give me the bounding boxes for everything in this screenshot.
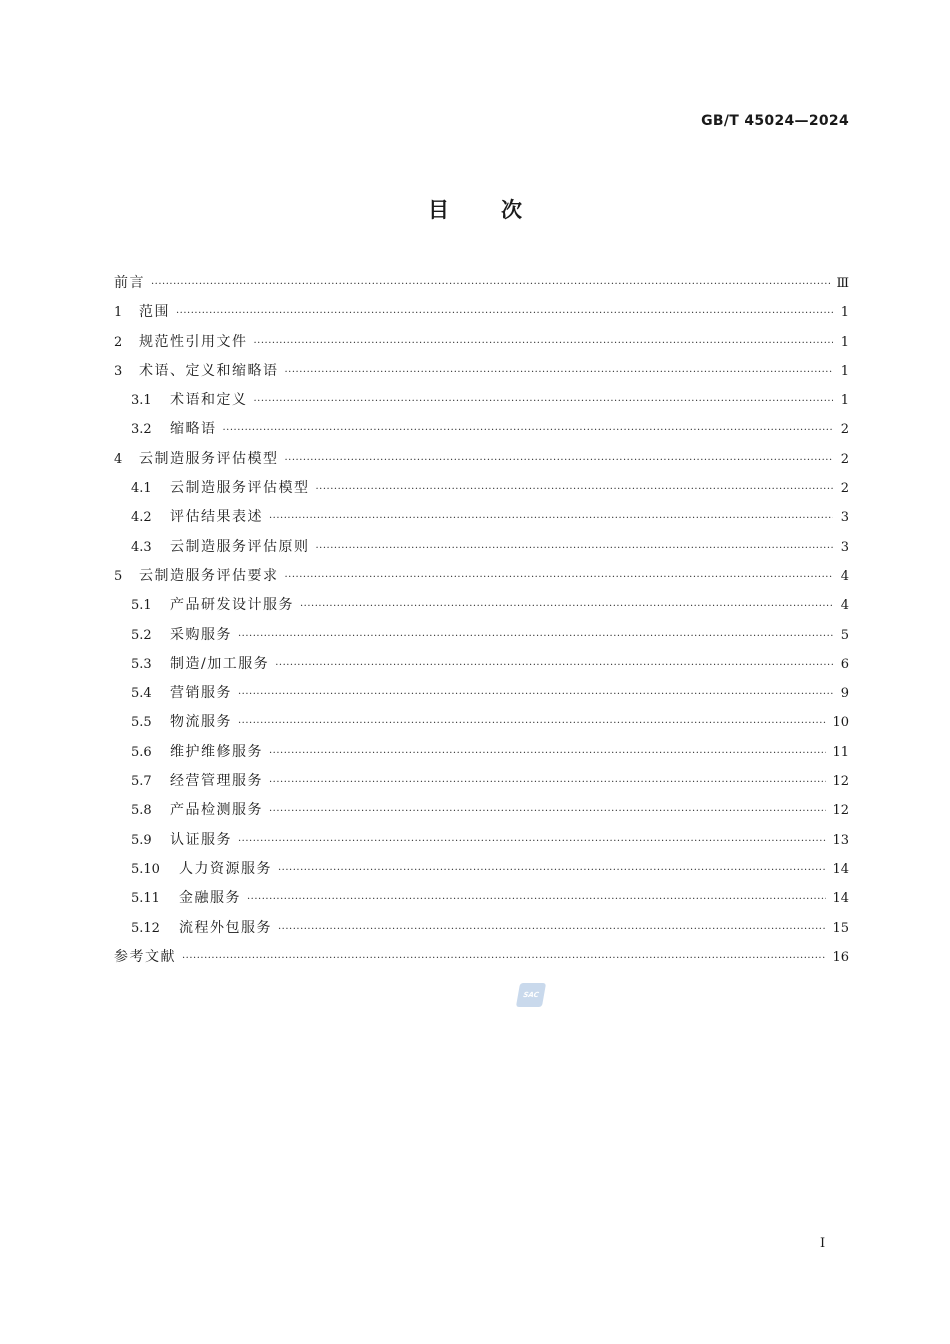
toc-dot-leader: [300, 592, 833, 621]
toc-entry-page: 4: [840, 568, 849, 584]
toc-entry-number: 4.2: [131, 510, 152, 526]
toc-entry[interactable]: [114, 708, 849, 737]
toc-entry-number: 5.2: [131, 627, 152, 643]
toc-dot-leader: [238, 622, 833, 651]
toc-entry-label: 采购服务: [170, 626, 232, 643]
toc-dot-leader: [269, 768, 826, 797]
toc-entry[interactable]: [114, 914, 849, 943]
toc-entry-page: 15: [832, 920, 849, 936]
toc-dot-leader: [151, 270, 830, 299]
toc-entry[interactable]: [114, 445, 849, 474]
toc-entry-label: 物流服务: [170, 714, 232, 731]
toc-entry-page: 1: [840, 363, 849, 379]
standard-code: GB/T 45024—2024: [701, 113, 849, 129]
toc-entry[interactable]: [114, 943, 849, 972]
toc-entry-page: 13: [832, 832, 849, 848]
toc-dot-leader: [316, 534, 834, 563]
toc-entry[interactable]: [114, 855, 849, 884]
toc-entry-label: 人力资源服务: [179, 860, 272, 877]
toc-entry-number: 5.11: [131, 891, 160, 907]
toc-dot-leader: [254, 329, 834, 358]
toc-dot-leader: [238, 680, 833, 709]
toc-entry[interactable]: [114, 562, 849, 591]
toc-entry-page: 6: [840, 656, 849, 672]
toc-entry-number: 5.10: [131, 861, 160, 877]
toc-entry[interactable]: [114, 591, 849, 620]
toc-entry[interactable]: [114, 650, 849, 679]
toc-entry-label: 认证服务: [170, 831, 232, 848]
toc-entry-page: 14: [832, 861, 849, 877]
toc-dot-leader: [182, 944, 826, 973]
toc-entry-number: 5.5: [131, 715, 152, 731]
toc-entry-label: 营销服务: [170, 685, 232, 702]
toc-dot-leader: [278, 856, 826, 885]
toc-entry-page: 4: [840, 598, 849, 614]
toc-entry-number: 5.7: [131, 774, 152, 790]
toc-entry-page: 2: [840, 451, 849, 467]
toc-entry-number: 3: [114, 363, 123, 379]
toc-entry-page: 1: [840, 334, 849, 350]
toc-entry-page: 3: [840, 539, 849, 555]
toc-entry[interactable]: [114, 269, 849, 298]
toc-dot-leader: [285, 563, 834, 592]
page-number: I: [820, 1236, 826, 1251]
toc-entry-page: Ⅲ: [836, 276, 849, 291]
toc-entry-label: 流程外包服务: [179, 919, 272, 936]
toc-entry-number: 5.3: [131, 656, 152, 672]
toc-dot-leader: [278, 915, 826, 944]
toc-entry-label: 制造/加工服务: [170, 655, 270, 672]
toc-entry-page: 5: [840, 627, 849, 643]
toc-entry[interactable]: [114, 298, 849, 327]
toc-entry-number: 5.9: [131, 832, 152, 848]
toc-entry-label: 产品检测服务: [170, 802, 263, 819]
toc-dot-leader: [254, 387, 834, 416]
toc-entry[interactable]: [114, 621, 849, 650]
toc-entry-number: 5.6: [131, 744, 152, 760]
toc-entry-number: 4.3: [131, 539, 152, 555]
toc-entry[interactable]: [114, 474, 849, 503]
toc-dot-leader: [247, 885, 826, 914]
toc-dot-leader: [316, 475, 834, 504]
toc-entry-label: 金融服务: [179, 890, 241, 907]
toc-entry-label: 维护维修服务: [170, 743, 263, 760]
toc-entry[interactable]: [114, 884, 849, 913]
toc-dot-leader: [275, 651, 833, 680]
toc-entry-number: 4: [114, 451, 123, 467]
toc-entry[interactable]: [114, 767, 849, 796]
toc-entry-label: 云制造服务评估模型: [170, 480, 310, 497]
toc-entry[interactable]: [114, 679, 849, 708]
table-of-contents: [114, 269, 849, 972]
toc-entry-page: 2: [840, 422, 849, 438]
toc-entry[interactable]: [114, 826, 849, 855]
toc-entry-page: 1: [840, 305, 849, 321]
toc-entry[interactable]: [114, 533, 849, 562]
toc-entry-label: 云制造服务评估原则: [170, 538, 310, 555]
toc-entry-label: 参考文献: [114, 948, 176, 965]
toc-entry-number: 5.4: [131, 686, 152, 702]
toc-dot-leader: [238, 709, 826, 738]
toc-entry-page: 14: [832, 891, 849, 907]
toc-entry-number: 2: [114, 334, 123, 350]
toc-dot-leader: [269, 797, 826, 826]
toc-entry-number: 5.8: [131, 803, 152, 819]
toc-entry-number: 3.2: [131, 422, 152, 438]
toc-dot-leader: [269, 504, 833, 533]
toc-entry-page: 1: [840, 393, 849, 409]
toc-entry-label: 云制造服务评估要求: [139, 567, 279, 584]
toc-entry-page: 12: [832, 774, 849, 790]
toc-dot-leader: [223, 416, 834, 445]
toc-entry[interactable]: [114, 796, 849, 825]
toc-entry-label: 范围: [139, 304, 170, 321]
sac-logo-icon: [516, 983, 546, 1007]
toc-entry[interactable]: [114, 503, 849, 532]
toc-entry[interactable]: [114, 328, 849, 357]
toc-entry-page: 11: [832, 744, 849, 760]
toc-dot-leader: [285, 446, 834, 475]
toc-title: 目次: [428, 198, 574, 222]
toc-entry-number: 4.1: [131, 481, 152, 497]
toc-entry[interactable]: [114, 415, 849, 444]
toc-entry-label: 前言: [114, 275, 145, 291]
toc-entry[interactable]: [114, 738, 849, 767]
toc-entry-page: 2: [840, 481, 849, 497]
toc-entry-label: 术语、定义和缩略语: [139, 362, 279, 379]
toc-entry-number: 5.1: [131, 598, 152, 614]
toc-dot-leader: [269, 739, 826, 768]
sac-logo-text: SAC: [522, 991, 540, 999]
toc-entry[interactable]: [114, 357, 849, 386]
toc-entry-page: 16: [832, 949, 849, 965]
toc-entry-page: 3: [840, 510, 849, 526]
toc-entry-label: 评估结果表述: [170, 509, 263, 526]
toc-entry-label: 缩略语: [170, 421, 217, 438]
toc-entry-number: 5: [114, 568, 123, 584]
toc-dot-leader: [176, 299, 833, 328]
toc-entry-number: 1: [114, 305, 123, 321]
toc-entry-label: 术语和定义: [170, 392, 248, 409]
toc-dot-leader: [285, 358, 834, 387]
toc-entry-page: 12: [832, 803, 849, 819]
toc-entry-page: 10: [832, 715, 849, 731]
toc-entry-number: 5.12: [131, 920, 160, 936]
toc-dot-leader: [238, 827, 826, 856]
toc-entry-number: 3.1: [131, 393, 152, 409]
toc-entry-label: 经营管理服务: [170, 773, 263, 790]
toc-entry-label: 规范性引用文件: [139, 333, 248, 350]
toc-entry[interactable]: [114, 386, 849, 415]
toc-entry-label: 云制造服务评估模型: [139, 450, 279, 467]
toc-entry-label: 产品研发设计服务: [170, 597, 294, 614]
toc-entry-page: 9: [840, 686, 849, 702]
